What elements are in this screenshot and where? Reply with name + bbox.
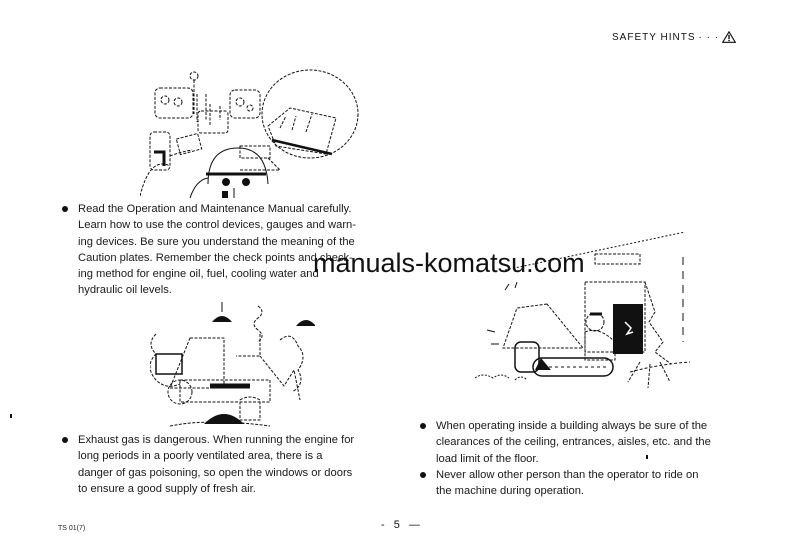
watermark-text: manuals-komatsu.com — [313, 248, 585, 278]
text-line: hydraulic oil levels. — [78, 284, 172, 297]
text-line: load limit of the floor. — [436, 452, 539, 465]
bulldozer-exhaust-fumes-illustration — [150, 300, 315, 428]
text-line: the machine during operation. — [436, 485, 585, 498]
operator-reading-manual-illustration — [140, 66, 385, 198]
text-line: When operating inside a building always be sure of the — [436, 420, 708, 432]
leader-dots: · · · — [698, 31, 720, 43]
scan-mark — [10, 414, 12, 418]
bullet-icon — [420, 472, 426, 478]
text-line: danger of gas poisoning, so open the windows or doors — [78, 466, 353, 479]
scan-mark — [646, 455, 648, 459]
page-number: - 5 — — [381, 519, 423, 531]
text-line: Read the Operation and Maintenance Manual carefully. — [78, 203, 352, 215]
text-line: Learn how to use the control devices, gauges and warn- — [78, 219, 356, 232]
section-header — [612, 31, 736, 43]
section-title: SAFETY HINTS — [612, 31, 696, 43]
bullet-no-riders — [436, 467, 730, 500]
text-line: to ensure a good supply of fresh air. — [78, 482, 256, 495]
text-line: Caution plates. Remember the check points and check- — [78, 251, 353, 264]
bullet-icon — [62, 437, 68, 443]
bullet-icon — [420, 423, 426, 429]
bullet-icon — [62, 206, 68, 212]
text-line: Never allow other person than the operator to ride on — [436, 469, 699, 481]
text-line: ing devices. Be sure you understand the meaning of the — [78, 235, 355, 248]
warning-triangle-icon — [722, 31, 736, 43]
bullet-building-clearance — [436, 418, 730, 467]
bullet-exhaust-gas — [78, 432, 374, 497]
text-line: clearances of the ceiling, entrances, aisles, etc. and the — [436, 436, 711, 449]
text-line: Exhaust gas is dangerous. When running the engine for — [78, 434, 355, 446]
document-code: TS 01(7) — [58, 525, 86, 532]
text-line: long periods in a poorly ventilated area, there is a — [78, 450, 323, 463]
text-line: ing method for engine oil, fuel, cooling water and — [78, 268, 319, 281]
